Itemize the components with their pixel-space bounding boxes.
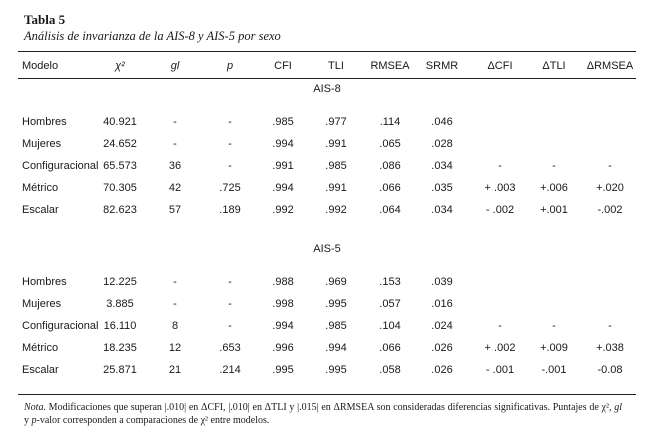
header-row bbox=[18, 57, 636, 75]
cell-gl: 8 bbox=[171, 320, 179, 332]
header-p: p bbox=[226, 60, 234, 72]
section-label: AIS-8 bbox=[313, 83, 341, 95]
table-number: Tabla 5 bbox=[24, 12, 66, 27]
cell-gl: 36 bbox=[168, 160, 182, 172]
cell-rmsea: .086 bbox=[379, 160, 401, 172]
table-row bbox=[18, 113, 636, 131]
table-note bbox=[24, 401, 622, 427]
header-delta-cfi: ΔCFI bbox=[487, 60, 513, 72]
cell-tli: .995 bbox=[325, 298, 347, 310]
header-gl: gl bbox=[170, 60, 180, 72]
cell-model: Configuracional bbox=[22, 320, 99, 332]
cell-rmsea: .066 bbox=[379, 342, 401, 354]
cell-tli: .992 bbox=[325, 204, 347, 216]
cell-rmsea: .153 bbox=[379, 276, 401, 288]
cell-delta-rmsea: -0.08 bbox=[597, 364, 623, 376]
cell-srmr: .024 bbox=[431, 320, 453, 332]
cell-p: - bbox=[228, 116, 232, 128]
cell-delta-rmsea: - bbox=[608, 160, 612, 172]
cell-delta-tli: - bbox=[552, 320, 556, 332]
cell-delta-tli: - bbox=[552, 160, 556, 172]
cell-rmsea: .064 bbox=[379, 204, 401, 216]
cell-srmr: .046 bbox=[431, 116, 453, 128]
cell-rmsea: .058 bbox=[379, 364, 401, 376]
cell-cfi: .991 bbox=[272, 160, 294, 172]
table-row bbox=[18, 339, 636, 357]
cell-chi2: 3.885 bbox=[106, 298, 134, 310]
cell-p: .653 bbox=[219, 342, 241, 354]
note-text-3: -valor corresponden a comparaciones de χ² entre modelos. bbox=[36, 415, 270, 426]
cell-model: Mujeres bbox=[22, 138, 62, 150]
cell-tli: .985 bbox=[325, 160, 347, 172]
cell-chi2: 65.573 bbox=[103, 160, 137, 172]
cell-delta-cfi: - bbox=[498, 160, 502, 172]
cell-p: .725 bbox=[219, 182, 241, 194]
cell-chi2: 16.110 bbox=[103, 320, 137, 332]
header-chi2: χ² bbox=[115, 60, 125, 72]
cell-gl: 21 bbox=[168, 364, 182, 376]
cell-delta-cfi: + .003 bbox=[484, 182, 516, 194]
cell-p: - bbox=[228, 160, 232, 172]
cell-tli: .991 bbox=[325, 138, 347, 150]
cell-chi2: 25.871 bbox=[103, 364, 137, 376]
cell-delta-rmsea: - bbox=[608, 320, 612, 332]
cell-srmr: .039 bbox=[431, 276, 453, 288]
table-row bbox=[18, 201, 636, 219]
cell-delta-rmsea: -.002 bbox=[597, 204, 623, 216]
cell-model: Configuracional bbox=[22, 160, 99, 172]
table-title: Análisis de invarianza de la AIS-8 y AIS-5 por sexo bbox=[24, 29, 281, 43]
cell-chi2: 70.305 bbox=[103, 182, 137, 194]
header-cfi: CFI bbox=[274, 60, 292, 72]
cell-chi2: 18.235 bbox=[103, 342, 137, 354]
cell-cfi: .996 bbox=[272, 342, 294, 354]
cell-p: - bbox=[228, 138, 232, 150]
note-p: p bbox=[31, 415, 37, 426]
table-row bbox=[18, 295, 636, 313]
cell-cfi: .994 bbox=[272, 182, 294, 194]
cell-model: Métrico bbox=[22, 342, 59, 354]
cell-delta-cfi: - .002 bbox=[485, 204, 515, 216]
cell-srmr: .016 bbox=[431, 298, 453, 310]
cell-cfi: .992 bbox=[272, 204, 294, 216]
table-row bbox=[18, 273, 636, 291]
cell-model: Mujeres bbox=[22, 298, 62, 310]
cell-gl: 42 bbox=[168, 182, 182, 194]
note-text-1: Modificaciones que superan |.010| en ΔCFI, |.010| en ΔTLI y |.015| en ΔRMSEA son consideradas diferencias significativas. Puntajes de χ², bbox=[45, 402, 615, 413]
cell-rmsea: .057 bbox=[379, 298, 401, 310]
note-label: Nota. bbox=[24, 402, 46, 413]
cell-srmr: .034 bbox=[431, 204, 453, 216]
bottom-rule bbox=[18, 394, 636, 395]
cell-delta-cfi: - .001 bbox=[485, 364, 515, 376]
table-row bbox=[18, 179, 636, 197]
cell-p: - bbox=[228, 276, 232, 288]
header-delta-tli: ΔTLI bbox=[542, 60, 566, 72]
header-rmsea: RMSEA bbox=[370, 60, 410, 72]
table-row bbox=[18, 135, 636, 153]
cell-model: Hombres bbox=[22, 116, 67, 128]
header-model: Modelo bbox=[22, 60, 59, 72]
cell-delta-tli: -.001 bbox=[541, 364, 567, 376]
cell-tli: .977 bbox=[325, 116, 347, 128]
cell-chi2: 40.921 bbox=[103, 116, 137, 128]
cell-tli: .985 bbox=[325, 320, 347, 332]
cell-srmr: .028 bbox=[431, 138, 453, 150]
cell-tli: .994 bbox=[325, 342, 347, 354]
cell-delta-tli: +.009 bbox=[540, 342, 568, 354]
cell-srmr: .034 bbox=[431, 160, 453, 172]
cell-cfi: .995 bbox=[272, 364, 294, 376]
header-srmr: SRMR bbox=[425, 60, 459, 72]
cell-gl: 12 bbox=[168, 342, 182, 354]
cell-cfi: .985 bbox=[272, 116, 294, 128]
cell-gl: - bbox=[173, 276, 177, 288]
cell-delta-rmsea: +.038 bbox=[596, 342, 624, 354]
cell-chi2: 82.623 bbox=[103, 204, 137, 216]
cell-tli: .991 bbox=[325, 182, 347, 194]
cell-cfi: .994 bbox=[272, 320, 294, 332]
cell-delta-cfi: + .002 bbox=[484, 342, 516, 354]
header-delta-rmsea: ΔRMSEA bbox=[586, 60, 634, 72]
cell-delta-tli: +.001 bbox=[540, 204, 568, 216]
cell-srmr: .026 bbox=[431, 342, 453, 354]
cell-cfi: .994 bbox=[272, 138, 294, 150]
cell-srmr: .026 bbox=[431, 364, 453, 376]
table-row bbox=[18, 157, 636, 175]
section-label: AIS-5 bbox=[313, 243, 341, 255]
cell-p: .214 bbox=[219, 364, 241, 376]
cell-model: Hombres bbox=[22, 276, 67, 288]
cell-gl: - bbox=[173, 138, 177, 150]
table-row bbox=[18, 317, 636, 335]
cell-delta-tli: +.006 bbox=[540, 182, 568, 194]
cell-delta-rmsea: +.020 bbox=[596, 182, 624, 194]
top-rule bbox=[18, 51, 636, 52]
header-tli: TLI bbox=[328, 60, 344, 72]
cell-tli: .995 bbox=[325, 364, 347, 376]
cell-model: Escalar bbox=[22, 364, 59, 376]
cell-p: .189 bbox=[219, 204, 241, 216]
cell-p: - bbox=[228, 320, 232, 332]
cell-rmsea: .114 bbox=[379, 116, 401, 128]
note-text-2: y bbox=[24, 415, 32, 426]
cell-gl: 57 bbox=[168, 204, 182, 216]
cell-cfi: .998 bbox=[272, 298, 294, 310]
cell-chi2: 24.652 bbox=[103, 138, 137, 150]
note-gl: gl bbox=[614, 402, 622, 413]
cell-rmsea: .065 bbox=[379, 138, 401, 150]
table-row bbox=[18, 361, 636, 379]
cell-gl: - bbox=[173, 298, 177, 310]
cell-rmsea: .104 bbox=[379, 320, 401, 332]
cell-rmsea: .066 bbox=[379, 182, 401, 194]
cell-model: Métrico bbox=[22, 182, 59, 194]
cell-gl: - bbox=[173, 116, 177, 128]
cell-p: - bbox=[228, 298, 232, 310]
cell-tli: .969 bbox=[325, 276, 347, 288]
cell-delta-cfi: - bbox=[498, 320, 502, 332]
cell-srmr: .035 bbox=[431, 182, 453, 194]
cell-cfi: .988 bbox=[272, 276, 294, 288]
header-rule bbox=[18, 78, 636, 79]
cell-chi2: 12.225 bbox=[103, 276, 137, 288]
cell-model: Escalar bbox=[22, 204, 59, 216]
